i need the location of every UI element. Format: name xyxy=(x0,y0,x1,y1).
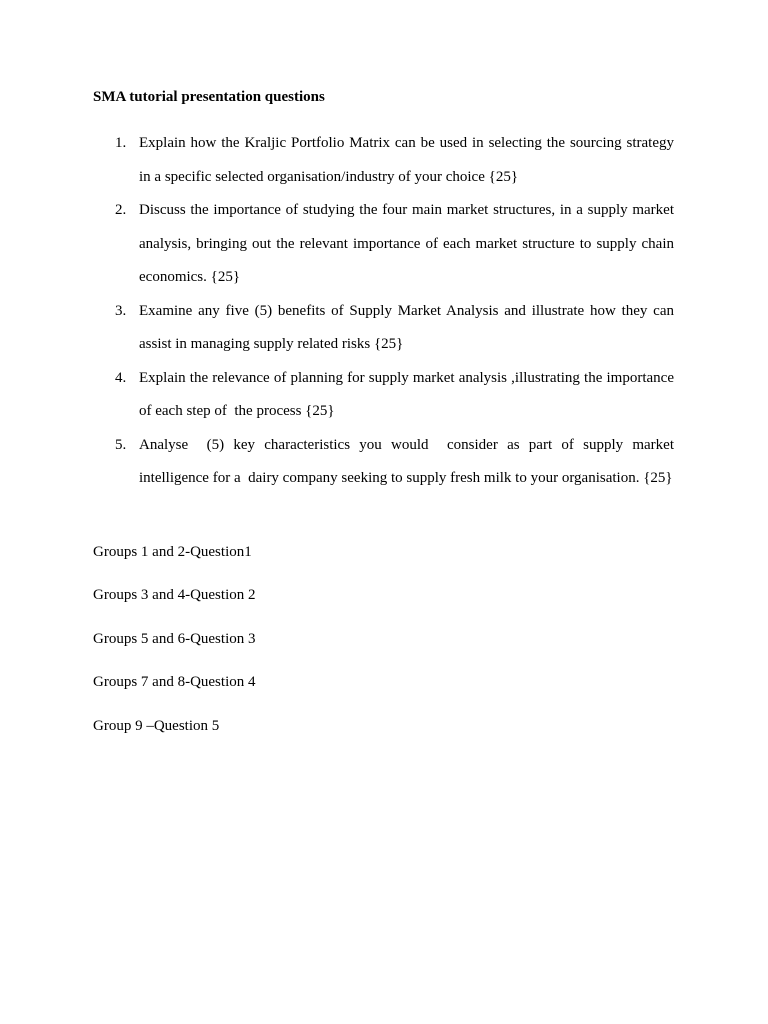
question-item-2 xyxy=(93,194,678,295)
question-number: 4. xyxy=(115,369,127,386)
question-text: Explain the relevance of planning for supply market analysis ,illustrating the importance of each step of the process {25} xyxy=(139,369,678,419)
group-assignment-3: Groups 5 and 6-Question 3 xyxy=(93,631,256,647)
question-text: Discuss the importance of studying the four main market structures, in a supply market analysis, bringing out the relevant importance of each market structure to supply chain economics. {25} xyxy=(139,202,678,285)
question-item-4 xyxy=(93,362,678,429)
question-list xyxy=(93,127,678,496)
question-number: 5. xyxy=(115,436,127,453)
group-assignment-5: Group 9 –Question 5 xyxy=(93,718,220,734)
question-item-5 xyxy=(93,429,678,496)
question-number: 3. xyxy=(115,302,127,319)
question-item-1 xyxy=(93,127,678,194)
question-text: Examine any five (5) benefits of Supply Market Analysis and illustrate how they can assist in managing supply related risks {25} xyxy=(139,302,678,352)
question-item-3 xyxy=(93,295,678,362)
question-number: 1. xyxy=(115,135,127,151)
document-title: SMA tutorial presentation questions xyxy=(93,89,325,105)
question-text: Explain how the Kraljic Portfolio Matrix can be used in selecting the sourcing strategy in a specific selected organisation/industry of your choice {25} xyxy=(139,135,678,185)
group-assignment-4: Groups 7 and 8-Question 4 xyxy=(93,674,256,690)
group-assignment-1: Groups 1 and 2-Question1 xyxy=(93,544,252,560)
question-text: Analyse (5) key characteristics you would consider as part of supply market intelligence for a dairy company seeking to supply fresh milk to your organisation. {25} xyxy=(139,436,678,486)
group-assignment-2: Groups 3 and 4-Question 2 xyxy=(93,587,256,603)
question-number: 2. xyxy=(115,202,127,218)
